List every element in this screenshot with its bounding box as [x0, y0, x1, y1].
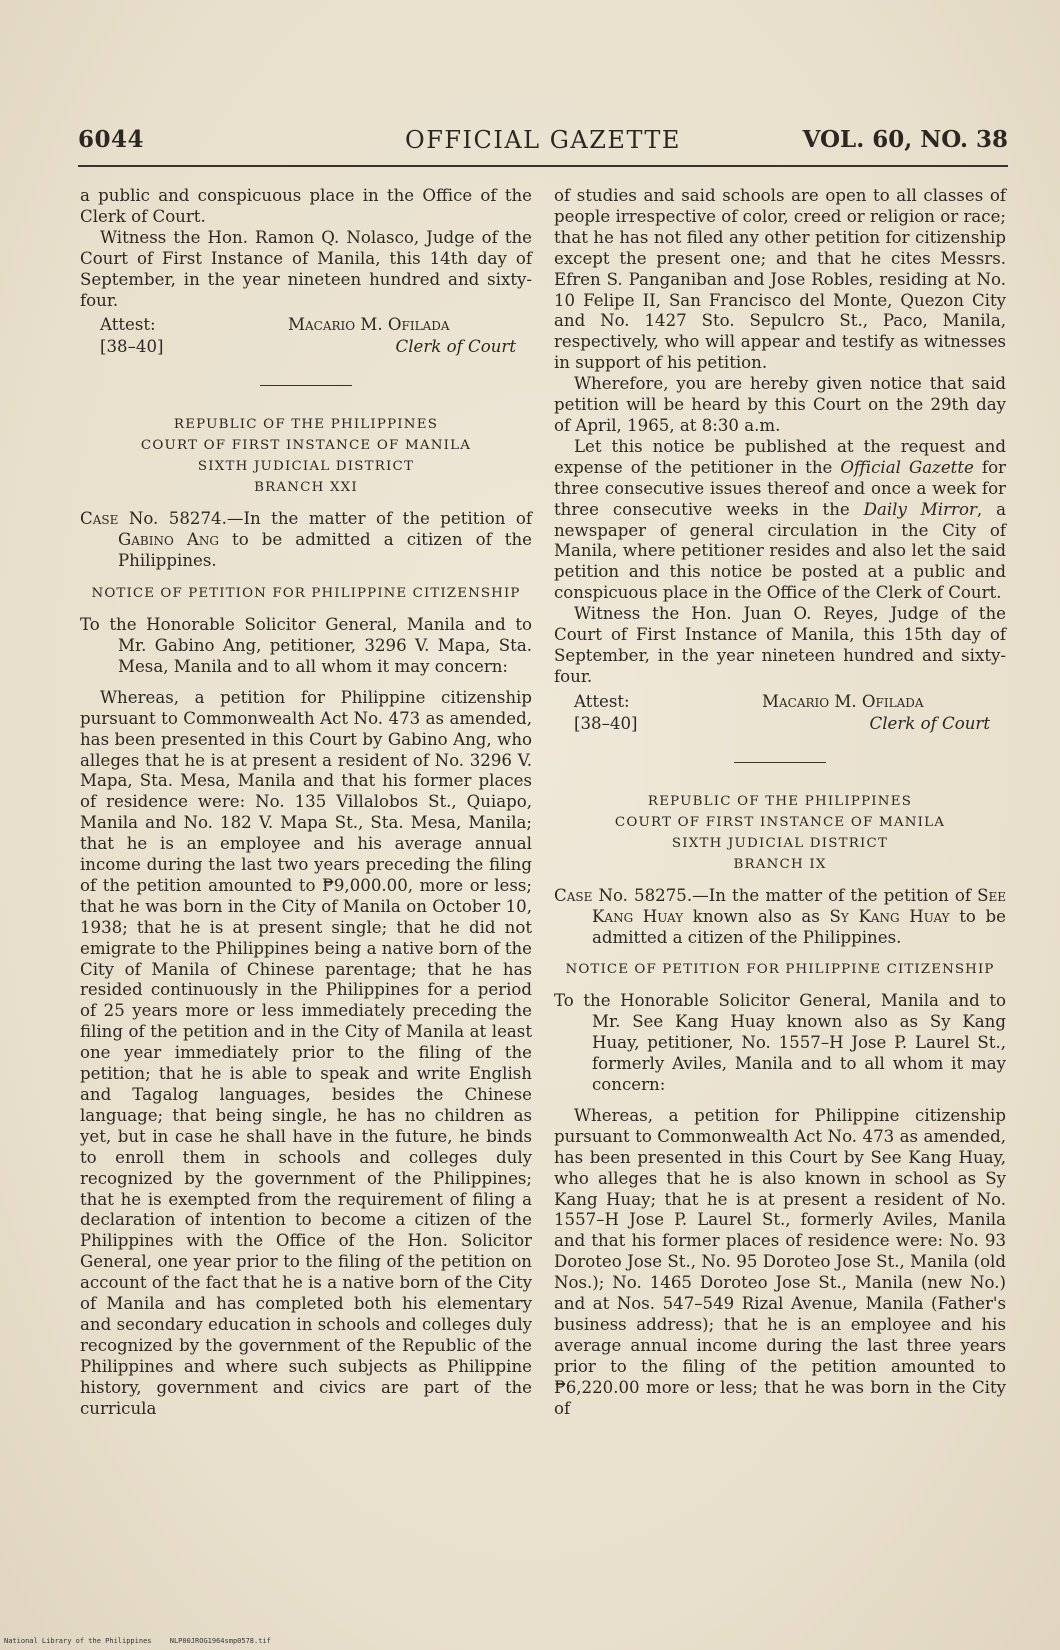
address-block: To the Honorable Solicitor General, Manila and to Mr. Gabino Ang, petitioner, 3296 V. Mapa, Sta. Mesa, Manila and to all whom it may concern: — [80, 615, 532, 676]
paragraph: Witness the Hon. Juan O. Reyes, Judge of the Court of First Instance of Manila, this 15th day of September, in the year nineteen hundred and sixty-four. — [554, 604, 1006, 686]
page-number: 6044 — [78, 126, 145, 153]
publication-title: OFFICIAL GAZETTE — [405, 126, 681, 154]
address-block: To the Honorable Solicitor General, Manila and to Mr. See Kang Huay known also as Sy Kang Huay, petitioner, No. 1557–H Jose P. Laurel St., formerly Aviles, Manila and to all whom it may concern: — [554, 991, 1006, 1094]
file-name: NLP00JROG1964smp0578.tif — [169, 1637, 271, 1645]
paragraph: Witness the Hon. Ramon Q. Nolasco, Judge of the Court of First Instance of Manila, this 14th day of September, in the year nineteen hundred and sixty-four. — [80, 227, 532, 310]
court-heading — [80, 414, 532, 498]
paragraph: a public and conspicuous place in the Office of the Clerk of Court. — [80, 186, 532, 226]
petitioner-name: Gabino Ang — [118, 530, 219, 550]
running-header — [78, 126, 1008, 160]
court-line: COURT OF FIRST INSTANCE OF MANILA — [140, 438, 472, 454]
attestation — [554, 692, 1006, 736]
case-caption: Case No. 58274.—In the matter of the petition of Gabino Ang to be admitted a citizen of the Philippines. — [80, 509, 532, 571]
notice-heading: NOTICE OF PETITION FOR PHILIPPINE CITIZENSHIP — [91, 586, 521, 602]
left-column — [80, 186, 532, 1420]
petition-body: Whereas, a petition for Philippine citizenship pursuant to Commonwealth Act No. 473 as amended, has been presented in this Court by See Kang Huay, who alleges that he is also known in school as Sy Kang Huay; that he is at present a resident of No. 1557–H Jose P. Laurel St., formerly Aviles, Manila and that his former places of residence were: No. 93 Doroteo Jose St., No. 95 Doroteo Jose St., Manila (old Nos.); No. 1465 Doroteo Jose St., Manila (new No.) and at Nos. 547–549 Rizal Avenue, Manila (Father's business address); that he is an employee and his average annual income during the last three years prior to the filing of the petition amounted to ₱6,220.00 more or less; that he was born in the City of — [554, 1105, 1006, 1418]
case-caption: Case No. 58275.—In the matter of the petition of See Kang Huay known also as Sy Kang Huay to be admitted a citizen of the Philippines. — [554, 885, 1006, 947]
scan-footer — [4, 1637, 285, 1645]
section-divider — [734, 762, 826, 763]
clerk-title: Clerk of Court — [869, 713, 990, 733]
court-line: REPUBLIC OF THE PHILIPPINES — [647, 793, 913, 809]
court-line: SIXTH JUDICIAL DISTRICT — [197, 459, 415, 475]
notice-heading: NOTICE OF PETITION FOR PHILIPPINE CITIZENSHIP — [565, 962, 995, 978]
case-label: Case — [80, 509, 119, 529]
clerk-title: Clerk of Court — [395, 337, 516, 357]
paragraph: Wherefore, you are hereby given notice that said petition will be heard by this Court on the 29th day of April, 1965, at 8:30 a.m. — [554, 374, 1006, 435]
right-column — [554, 186, 1006, 1420]
court-line: COURT OF FIRST INSTANCE OF MANILA — [614, 814, 946, 830]
clerk-name: Macario M. Ofilada — [762, 691, 924, 711]
volume-number: VOL. 60, NO. 38 — [802, 126, 1008, 153]
court-line: SIXTH JUDICIAL DISTRICT — [671, 835, 889, 851]
newspaper-name: Daily Mirror — [863, 499, 977, 519]
petitioner-alias: Sy Kang Huay — [829, 906, 950, 926]
petition-body: Whereas, a petition for Philippine citizenship pursuant to Commonwealth Act No. 473 as amended, has been presented in this Court by Gabino Ang, who alleges that he is at present a resident of No. 3296 V. Mapa, Sta. Mesa, Manila and that his former places of residence were: No. 135 Villalobos St., Quiapo, Manila and No. 182 V. Mapa St., Sta. Mesa, Manila; that he is an employee and his average annual income during the last two years preceding the filing of the petition amounted to ₱9,000.00, more or less; that he was born in the City of Manila on October 10, 1938; that he is at present single; that he did not emigrate to the Philippines being a native born of the City of Manila of Chinese parentage; that he has resided continuously in the Philippines for a period of 25 years more or less immediately preceding the filing of the petition and in the City of Manila at least one year immediately prior to the filing of the petition; that he is able to speak and write English and Tagalog languages, besides the Chinese language; that being single, he has no children as yet, but in case he shall have in the future, he binds to enroll them in schools and colleges duly recognized by the government of the Philippines; that he is exempted from the requirement of filing a declaration of intention to become a citizen of the Philippines with the Office of the Hon. Solicitor General, one year prior to the filing of the petition on account of the fact that he is a native born of the City of Manila and has completed both his elementary and secondary education in schools and colleges duly recognized by the government of the Republic of the Philippines and where such subjects as Philippine history, government and civics are part of the curricula — [80, 687, 532, 1418]
court-line: BRANCH IX — [733, 856, 827, 872]
petitioner-name: See Kang Huay — [592, 885, 1006, 926]
paragraph: of studies and said schools are open to all classes of people irrespective of color, creed or religion or race; that he has not filed any other petition for citizenship except the present one; and that he cites Messrs. Efren S. Panganiban and Jose Robles, residing at No. 10 Felipe II, San Francisco del Monte, Quezon City and No. 1427 Sto. Sepulcro St., Paco, Manila, respectively, who will appear and testify as witnesses in support of his petition. — [554, 186, 1006, 373]
court-heading — [554, 791, 1006, 875]
issue-reference: [38–40] — [100, 337, 164, 357]
court-line: REPUBLIC OF THE PHILIPPINES — [173, 417, 439, 433]
court-line: BRANCH XXI — [254, 480, 358, 496]
clerk-name: Macario M. Ofilada — [288, 315, 450, 335]
issue-reference: [38–40] — [574, 713, 638, 733]
paragraph: Let this notice be published at the request and expense of the petitioner in the Official Gazette for three consecutive issues thereof and once a week for three consecutive weeks in the Daily Mirror, a newspaper of general circulation in the City of Manila, where petitioner resides and also let the said petition and this notice be posted at a public and conspicuous place in the Office of the Clerk of Court. — [554, 436, 1006, 603]
section-divider — [260, 385, 352, 386]
attest-label: Attest: — [100, 315, 156, 335]
attest-label: Attest: — [574, 691, 630, 711]
attestation — [80, 315, 532, 359]
library-credit: National Library of the Philippines — [4, 1637, 152, 1645]
header-rule — [78, 165, 1008, 167]
publication-name: Official Gazette — [840, 457, 974, 477]
case-label: Case — [554, 885, 593, 905]
